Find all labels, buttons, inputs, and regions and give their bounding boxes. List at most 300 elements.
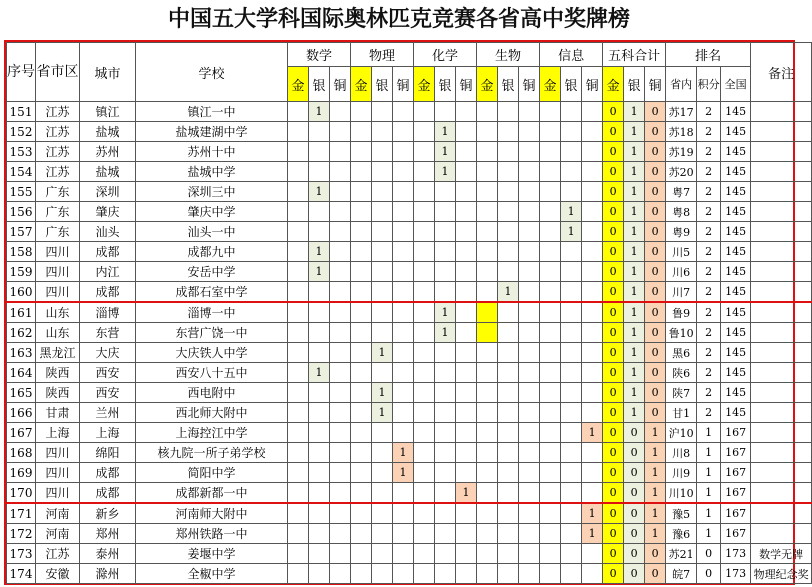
cell-math-gold (288, 122, 309, 142)
cell-seq: 157 (7, 222, 36, 242)
cell-total-bronze: 0 (645, 363, 666, 383)
cell-physics-gold (351, 242, 372, 262)
cell-total-gold: 0 (603, 102, 624, 122)
cell-informatics-silver: 1 (561, 202, 582, 222)
cell-total-bronze: 1 (645, 443, 666, 463)
cell-rank-score: 1 (697, 463, 721, 483)
cell-chemistry-bronze (456, 282, 477, 303)
cell-math-gold (288, 323, 309, 343)
header-bronze: 铜 (582, 67, 603, 102)
table-row (7, 242, 812, 262)
cell-biology-bronze (519, 222, 540, 242)
cell-rank-score: 2 (697, 363, 721, 383)
cell-total-gold: 0 (603, 463, 624, 483)
cell-total-silver: 1 (624, 242, 645, 262)
cell-rank-province: 苏17 (666, 102, 697, 122)
cell-informatics-bronze (582, 262, 603, 282)
cell-province: 四川 (36, 443, 80, 463)
cell-math-bronze (330, 544, 351, 564)
cell-city: 绵阳 (80, 443, 136, 463)
cell-informatics-gold (540, 403, 561, 423)
cell-rank-national: 173 (721, 544, 751, 564)
cell-seq: 172 (7, 524, 36, 544)
cell-informatics-silver (561, 343, 582, 363)
cell-physics-silver: 1 (372, 343, 393, 363)
cell-school: 盐城建湖中学 (136, 122, 288, 142)
cell-biology-silver (498, 383, 519, 403)
cell-math-silver (309, 202, 330, 222)
cell-rank-score: 2 (697, 403, 721, 423)
cell-school: 西安八十五中 (136, 363, 288, 383)
cell-math-silver (309, 423, 330, 443)
cell-note (751, 302, 812, 323)
cell-informatics-silver (561, 262, 582, 282)
cell-math-gold (288, 524, 309, 544)
cell-math-gold (288, 544, 309, 564)
cell-physics-gold (351, 323, 372, 343)
cell-province: 广东 (36, 182, 80, 202)
cell-physics-gold (351, 524, 372, 544)
cell-total-silver: 1 (624, 182, 645, 202)
cell-province: 陕西 (36, 383, 80, 403)
cell-physics-bronze (393, 182, 414, 202)
cell-physics-silver (372, 363, 393, 383)
cell-chemistry-bronze (456, 503, 477, 524)
cell-informatics-gold (540, 363, 561, 383)
cell-informatics-gold (540, 202, 561, 222)
cell-physics-gold (351, 102, 372, 122)
cell-biology-gold (477, 423, 498, 443)
cell-chemistry-gold (414, 503, 435, 524)
cell-seq: 165 (7, 383, 36, 403)
cell-total-bronze: 0 (645, 102, 666, 122)
cell-math-silver (309, 383, 330, 403)
cell-physics-bronze (393, 363, 414, 383)
cell-rank-province: 川5 (666, 242, 697, 262)
cell-physics-gold (351, 423, 372, 443)
cell-biology-gold (477, 262, 498, 282)
cell-total-bronze: 0 (645, 383, 666, 403)
cell-seq: 171 (7, 503, 36, 524)
cell-biology-bronze (519, 122, 540, 142)
cell-total-silver: 1 (624, 262, 645, 282)
cell-informatics-silver: 1 (561, 222, 582, 242)
cell-note (751, 222, 812, 242)
cell-rank-province: 陕6 (666, 363, 697, 383)
cell-math-gold (288, 383, 309, 403)
cell-rank-national: 167 (721, 463, 751, 483)
cell-note (751, 524, 812, 544)
cell-total-bronze: 0 (645, 403, 666, 423)
cell-province: 甘肃 (36, 403, 80, 423)
cell-chemistry-silver: 1 (435, 142, 456, 162)
cell-province: 江苏 (36, 102, 80, 122)
cell-school: 姜堰中学 (136, 544, 288, 564)
cell-physics-gold (351, 162, 372, 182)
cell-informatics-silver (561, 142, 582, 162)
cell-math-silver (309, 403, 330, 423)
cell-physics-bronze (393, 403, 414, 423)
cell-informatics-bronze (582, 564, 603, 584)
cell-rank-score: 2 (697, 323, 721, 343)
cell-physics-silver (372, 182, 393, 202)
cell-biology-silver (498, 122, 519, 142)
cell-informatics-silver (561, 503, 582, 524)
cell-informatics-gold (540, 503, 561, 524)
cell-school: 盐城中学 (136, 162, 288, 182)
cell-physics-silver (372, 302, 393, 323)
cell-physics-gold (351, 222, 372, 242)
cell-biology-bronze (519, 162, 540, 182)
cell-province: 四川 (36, 282, 80, 303)
cell-total-gold: 0 (603, 162, 624, 182)
cell-total-bronze: 0 (645, 222, 666, 242)
cell-informatics-bronze (582, 222, 603, 242)
cell-seq: 167 (7, 423, 36, 443)
cell-physics-silver (372, 524, 393, 544)
table-row (7, 443, 812, 463)
table-row (7, 423, 812, 443)
cell-total-silver: 0 (624, 443, 645, 463)
cell-math-bronze (330, 222, 351, 242)
cell-total-gold: 0 (603, 242, 624, 262)
cell-note (751, 282, 812, 303)
cell-physics-gold (351, 363, 372, 383)
cell-province: 上海 (36, 423, 80, 443)
cell-total-bronze: 1 (645, 463, 666, 483)
header-subject-chemistry: 化学 (414, 43, 477, 67)
cell-province: 安徽 (36, 564, 80, 584)
page-title: 中国五大学科国际奥林匹克竞赛各省高中奖牌榜 (167, 7, 630, 32)
cell-seq: 158 (7, 242, 36, 262)
header-subject-informatics: 信息 (540, 43, 603, 67)
cell-physics-silver (372, 142, 393, 162)
cell-rank-score: 0 (697, 564, 721, 584)
cell-rank-province: 苏18 (666, 122, 697, 142)
cell-math-silver: 1 (309, 182, 330, 202)
cell-biology-silver (498, 302, 519, 323)
cell-chemistry-bronze (456, 302, 477, 323)
header-gold: 金 (288, 67, 309, 102)
cell-math-bronze (330, 182, 351, 202)
cell-math-bronze (330, 403, 351, 423)
cell-note (751, 443, 812, 463)
cell-province: 四川 (36, 463, 80, 483)
cell-chemistry-gold (414, 343, 435, 363)
cell-math-bronze (330, 122, 351, 142)
cell-rank-province: 豫5 (666, 503, 697, 524)
cell-chemistry-silver (435, 463, 456, 483)
cell-informatics-silver (561, 302, 582, 323)
cell-rank-national: 167 (721, 483, 751, 504)
cell-chemistry-bronze (456, 202, 477, 222)
table-row (7, 363, 812, 383)
cell-seq: 170 (7, 483, 36, 504)
cell-chemistry-silver (435, 524, 456, 544)
cell-biology-bronze (519, 524, 540, 544)
cell-rank-score: 1 (697, 524, 721, 544)
cell-informatics-bronze: 1 (582, 524, 603, 544)
cell-physics-gold (351, 443, 372, 463)
cell-total-gold: 0 (603, 423, 624, 443)
cell-province: 河南 (36, 503, 80, 524)
cell-rank-national: 145 (721, 222, 751, 242)
cell-biology-silver (498, 564, 519, 584)
cell-biology-bronze (519, 564, 540, 584)
cell-note (751, 423, 812, 443)
cell-informatics-gold (540, 443, 561, 463)
cell-math-gold (288, 463, 309, 483)
cell-math-gold (288, 242, 309, 262)
cell-biology-bronze (519, 463, 540, 483)
cell-chemistry-gold (414, 383, 435, 403)
cell-chemistry-silver (435, 242, 456, 262)
cell-chemistry-bronze (456, 343, 477, 363)
cell-total-bronze: 1 (645, 524, 666, 544)
cell-seq: 173 (7, 544, 36, 564)
cell-chemistry-silver (435, 443, 456, 463)
cell-rank-score: 2 (697, 262, 721, 282)
cell-rank-national: 173 (721, 564, 751, 584)
cell-total-gold: 0 (603, 483, 624, 504)
cell-rank-score: 2 (697, 202, 721, 222)
cell-total-gold: 0 (603, 544, 624, 564)
cell-math-gold (288, 102, 309, 122)
header-bronze: 铜 (393, 67, 414, 102)
cell-city: 郑州 (80, 524, 136, 544)
cell-chemistry-silver (435, 423, 456, 443)
cell-chemistry-silver (435, 483, 456, 504)
cell-rank-province: 苏19 (666, 142, 697, 162)
cell-total-silver: 1 (624, 343, 645, 363)
cell-school: 成都九中 (136, 242, 288, 262)
cell-physics-gold (351, 122, 372, 142)
cell-province: 山东 (36, 302, 80, 323)
cell-informatics-bronze (582, 242, 603, 262)
cell-math-silver (309, 222, 330, 242)
table-row (7, 343, 812, 363)
cell-note: 物理纪念奖 (751, 564, 812, 584)
cell-physics-silver (372, 443, 393, 463)
cell-physics-gold (351, 142, 372, 162)
cell-math-silver (309, 343, 330, 363)
cell-chemistry-silver: 1 (435, 302, 456, 323)
header-silver: 银 (624, 67, 645, 102)
cell-chemistry-silver (435, 222, 456, 242)
cell-physics-silver (372, 544, 393, 564)
cell-city: 汕头 (80, 222, 136, 242)
cell-total-gold: 0 (603, 142, 624, 162)
cell-total-bronze: 0 (645, 323, 666, 343)
header-province: 省市区 (36, 43, 80, 102)
cell-rank-national: 145 (721, 302, 751, 323)
cell-note (751, 483, 812, 504)
cell-informatics-gold (540, 182, 561, 202)
cell-physics-gold (351, 403, 372, 423)
cell-total-bronze: 1 (645, 483, 666, 504)
cell-physics-silver (372, 262, 393, 282)
cell-informatics-bronze (582, 182, 603, 202)
cell-chemistry-silver (435, 262, 456, 282)
cell-biology-bronze (519, 323, 540, 343)
cell-chemistry-silver (435, 383, 456, 403)
cell-city: 成都 (80, 483, 136, 504)
cell-seq: 151 (7, 102, 36, 122)
table-row (7, 403, 812, 423)
table-row (7, 122, 812, 142)
cell-biology-silver (498, 503, 519, 524)
cell-informatics-bronze (582, 122, 603, 142)
cell-physics-bronze (393, 544, 414, 564)
cell-total-silver: 0 (624, 503, 645, 524)
cell-chemistry-bronze (456, 182, 477, 202)
cell-chemistry-gold (414, 403, 435, 423)
cell-physics-silver (372, 122, 393, 142)
cell-chemistry-bronze (456, 323, 477, 343)
cell-chemistry-bronze (456, 443, 477, 463)
cell-math-bronze (330, 463, 351, 483)
cell-math-gold (288, 503, 309, 524)
cell-informatics-bronze (582, 544, 603, 564)
cell-biology-gold (477, 403, 498, 423)
table-row (7, 182, 812, 202)
cell-biology-silver (498, 162, 519, 182)
cell-seq: 162 (7, 323, 36, 343)
header-subject-math: 数学 (288, 43, 351, 67)
header-subject-biology: 生物 (477, 43, 540, 67)
cell-school: 简阳中学 (136, 463, 288, 483)
cell-city: 深圳 (80, 182, 136, 202)
cell-informatics-gold (540, 343, 561, 363)
cell-rank-province: 粤9 (666, 222, 697, 242)
cell-rank-national: 167 (721, 503, 751, 524)
cell-math-gold (288, 403, 309, 423)
cell-chemistry-bronze (456, 564, 477, 584)
cell-physics-gold (351, 483, 372, 504)
cell-biology-silver (498, 182, 519, 202)
cell-math-silver: 1 (309, 102, 330, 122)
cell-physics-bronze (393, 302, 414, 323)
cell-seq: 163 (7, 343, 36, 363)
cell-note (751, 202, 812, 222)
cell-city: 泰州 (80, 544, 136, 564)
header-seq: 序号 (7, 43, 36, 102)
cell-school: 全椒中学 (136, 564, 288, 584)
cell-physics-bronze (393, 323, 414, 343)
cell-biology-bronze (519, 403, 540, 423)
cell-chemistry-bronze: 1 (456, 483, 477, 504)
cell-math-silver: 1 (309, 363, 330, 383)
cell-physics-bronze (393, 343, 414, 363)
table-row (7, 282, 812, 303)
cell-province: 山东 (36, 323, 80, 343)
cell-total-gold: 0 (603, 202, 624, 222)
cell-math-gold (288, 222, 309, 242)
cell-rank-score: 2 (697, 343, 721, 363)
cell-total-silver: 0 (624, 524, 645, 544)
cell-rank-province: 苏21 (666, 544, 697, 564)
cell-chemistry-bronze (456, 162, 477, 182)
cell-physics-bronze (393, 383, 414, 403)
cell-informatics-silver (561, 564, 582, 584)
cell-city: 新乡 (80, 503, 136, 524)
cell-biology-bronze (519, 202, 540, 222)
cell-total-silver: 1 (624, 162, 645, 182)
cell-rank-national: 145 (721, 262, 751, 282)
cell-seq: 161 (7, 302, 36, 323)
cell-city: 成都 (80, 282, 136, 303)
cell-rank-national: 145 (721, 182, 751, 202)
cell-chemistry-gold (414, 262, 435, 282)
table-row (7, 102, 812, 122)
cell-rank-score: 2 (697, 142, 721, 162)
cell-total-gold: 0 (603, 222, 624, 242)
cell-province: 四川 (36, 262, 80, 282)
cell-rank-national: 167 (721, 443, 751, 463)
cell-biology-bronze (519, 302, 540, 323)
cell-city: 苏州 (80, 142, 136, 162)
cell-total-gold: 0 (603, 343, 624, 363)
cell-chemistry-silver (435, 182, 456, 202)
cell-math-silver (309, 524, 330, 544)
cell-biology-silver (498, 222, 519, 242)
cell-school: 河南师大附中 (136, 503, 288, 524)
cell-rank-national: 145 (721, 363, 751, 383)
cell-rank-score: 2 (697, 162, 721, 182)
cell-informatics-gold (540, 564, 561, 584)
cell-total-silver: 0 (624, 544, 645, 564)
cell-math-bronze (330, 483, 351, 504)
cell-math-bronze (330, 443, 351, 463)
cell-city: 盐城 (80, 122, 136, 142)
cell-total-silver: 1 (624, 122, 645, 142)
cell-physics-silver (372, 503, 393, 524)
cell-physics-silver (372, 282, 393, 303)
cell-math-bronze (330, 323, 351, 343)
cell-chemistry-bronze (456, 403, 477, 423)
cell-informatics-gold (540, 262, 561, 282)
cell-school: 苏州十中 (136, 142, 288, 162)
cell-math-silver (309, 142, 330, 162)
cell-math-silver: 1 (309, 242, 330, 262)
cell-physics-silver (372, 222, 393, 242)
cell-province: 江苏 (36, 122, 80, 142)
cell-total-bronze: 1 (645, 423, 666, 443)
cell-province: 江苏 (36, 142, 80, 162)
cell-total-gold: 0 (603, 524, 624, 544)
cell-physics-silver (372, 483, 393, 504)
cell-physics-bronze (393, 102, 414, 122)
cell-chemistry-bronze (456, 544, 477, 564)
cell-rank-score: 2 (697, 222, 721, 242)
table-row (7, 564, 812, 584)
header-silver: 银 (309, 67, 330, 102)
cell-total-bronze: 0 (645, 544, 666, 564)
cell-school: 核九院一所子弟学校 (136, 443, 288, 463)
cell-informatics-silver (561, 544, 582, 564)
cell-chemistry-silver (435, 202, 456, 222)
cell-rank-national: 145 (721, 403, 751, 423)
cell-biology-bronze (519, 282, 540, 303)
cell-informatics-gold (540, 122, 561, 142)
cell-biology-silver (498, 483, 519, 504)
cell-physics-bronze (393, 262, 414, 282)
cell-total-bronze: 0 (645, 142, 666, 162)
cell-school: 深圳三中 (136, 182, 288, 202)
cell-seq: 168 (7, 443, 36, 463)
cell-math-gold (288, 423, 309, 443)
cell-biology-bronze (519, 242, 540, 262)
